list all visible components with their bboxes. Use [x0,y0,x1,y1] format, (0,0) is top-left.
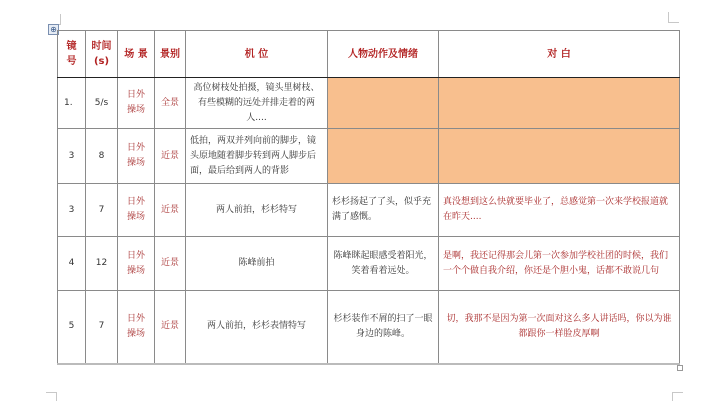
table-row [58,184,680,237]
header-scene[interactable]: 场 景 [118,31,155,78]
table-header-row [58,31,680,78]
header-time-line1: 时间 [91,41,112,52]
cell-camera[interactable]: 高位树枝处拍摄，镜头里树枝、有些模糊的远处并排走着的两人.... [186,78,328,129]
cell-shot[interactable]: 近景 [155,129,186,184]
cell-scene-line2: 操场 [126,158,145,168]
cell-scene[interactable] [118,78,155,129]
cell-camera[interactable]: 两人前拍，杉杉特写 [186,184,328,237]
cell-scene[interactable] [118,291,155,364]
cell-num[interactable]: 4 [58,237,86,291]
header-dialogue[interactable]: 对 白 [439,31,680,78]
cell-time[interactable]: 12 [86,237,118,291]
table-row [58,291,680,364]
cell-dialogue[interactable]: 切，我那不是因为第一次面对这么多人讲话吗，你以为谁都跟你一样脸皮厚啊 [439,291,680,364]
table-row [58,237,680,291]
cell-action-highlighted[interactable] [328,78,439,129]
cell-num[interactable]: 1. [58,78,86,129]
cell-num[interactable]: 3 [58,129,86,184]
cell-time[interactable]: 8 [86,129,118,184]
cell-shot[interactable]: 近景 [155,291,186,364]
cell-camera[interactable]: 陈峰前拍 [186,237,328,291]
cell-scene[interactable] [118,129,155,184]
cell-dialogue[interactable]: 是啊，我还记得那会儿第一次参加学校社团的时候，我们一个个做自我介绍，你还是个胆小鬼，话都不敢说几句 [439,237,680,291]
cell-time[interactable]: 7 [86,291,118,364]
cell-num[interactable]: 5 [58,291,86,364]
cell-scene[interactable] [118,237,155,291]
cell-action-highlighted[interactable] [328,129,439,184]
table-move-handle-icon[interactable]: ⊕ [48,24,59,35]
cell-scene-line2: 操场 [126,212,145,222]
cell-num[interactable]: 3 [58,184,86,237]
cell-scene[interactable] [118,184,155,237]
cell-shot[interactable]: 近景 [155,237,186,291]
header-action[interactable]: 人物动作及情绪 [328,31,439,78]
cell-dialogue[interactable]: 真没想到这么快就要毕业了，总感觉第一次来学校报道就在昨天.... [439,184,680,237]
cell-time[interactable]: 5/s [86,78,118,129]
cell-scene-line2: 操场 [126,105,145,115]
cell-scene-line1: 日外 [126,250,145,261]
shot-script-table [57,30,680,365]
cell-action[interactable]: 杉杉扬起了了头，似乎充满了感慨。 [328,184,439,237]
cell-action[interactable]: 陈峰眯起眼感受着阳光，笑着看着远处。 [328,237,439,291]
cell-scene-line1: 日外 [126,90,145,100]
cell-camera[interactable]: 两人前拍，杉杉表情特写 [186,291,328,364]
cell-time[interactable]: 7 [86,184,118,237]
cell-scene-line2: 操场 [126,265,145,276]
header-shot[interactable]: 景别 [155,31,186,78]
cell-shot[interactable]: 近景 [155,184,186,237]
cell-shot[interactable]: 全景 [155,78,186,129]
cell-dialogue-highlighted[interactable] [439,129,680,184]
cell-action[interactable]: 杉杉装作不屑的扫了一眼身边的陈峰。 [328,291,439,364]
table-resize-handle[interactable] [677,365,683,371]
header-time-line2: (s) [93,56,110,67]
cell-camera[interactable]: 低拍，两双并列向前的脚步，镜头原地随着脚步转到两人脚步后面，最后给到两人的背影 [186,129,328,184]
cell-scene-line1: 日外 [126,313,145,324]
table-row [58,78,680,129]
table-row [58,129,680,184]
cell-scene-line2: 操场 [126,328,145,339]
cell-scene-line1: 日外 [126,197,145,207]
header-time[interactable] [86,31,118,78]
cell-dialogue-highlighted[interactable] [439,78,680,129]
cell-scene-line1: 日外 [126,143,145,153]
header-camera[interactable]: 机 位 [186,31,328,78]
header-num-line2: 号 [66,56,77,67]
header-num[interactable] [58,31,86,78]
page-corner-mark-top-right [668,12,679,23]
header-num-line1: 镜 [66,41,77,52]
